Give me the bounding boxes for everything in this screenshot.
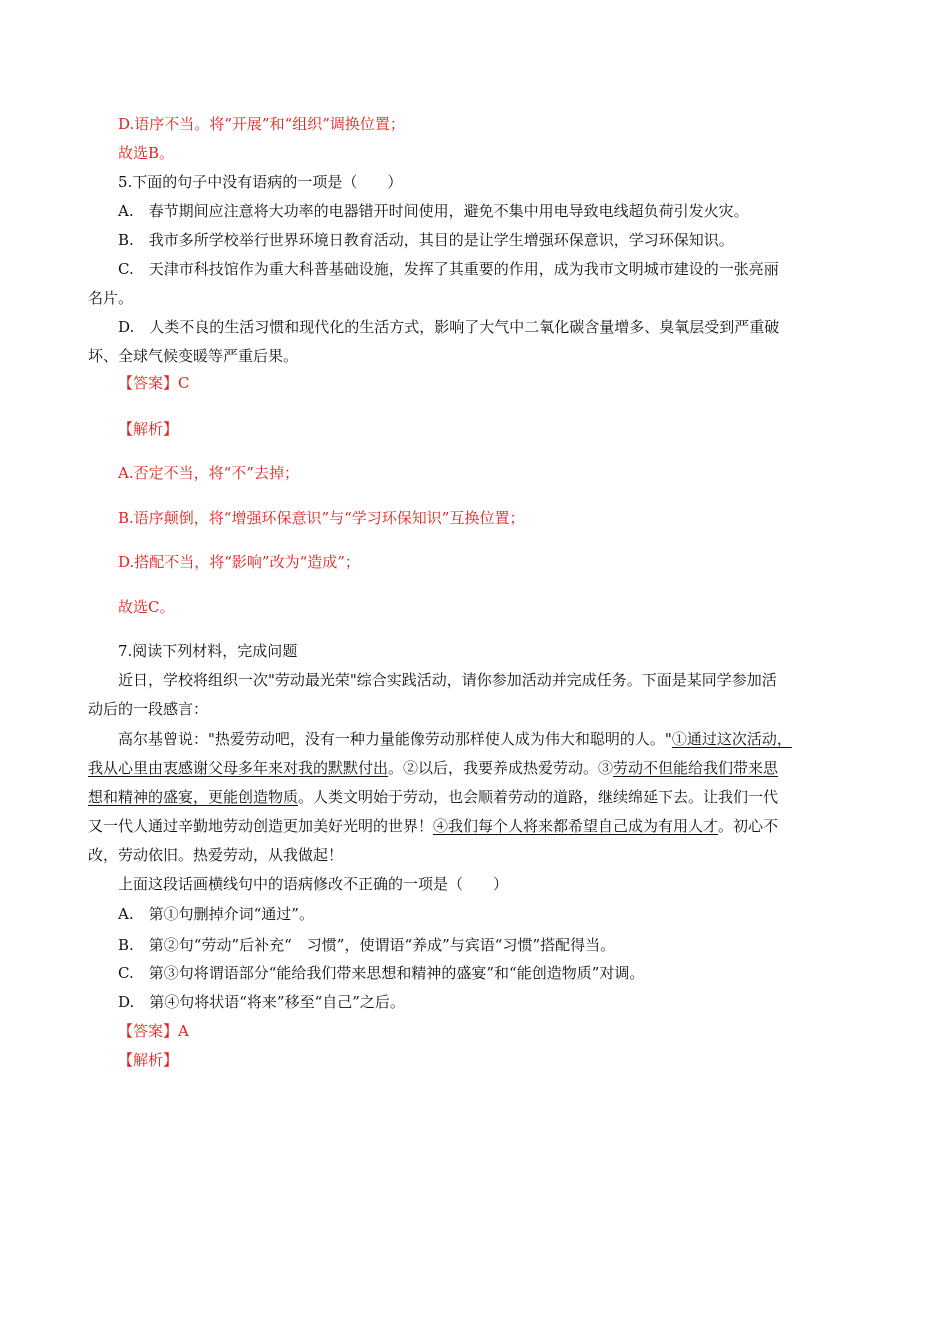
q7-passage-tail: 。初心不	[718, 817, 779, 835]
q7-passage-line2	[88, 757, 778, 779]
q4-conclusion: 故选B。	[118, 144, 175, 162]
q5-option-d-line2: 坏、全球气候变暖等严重后果。	[88, 347, 299, 365]
q5-analysis-a: A.否定不当，将“不”去掉；	[118, 464, 299, 482]
q7-option-d: D. 第④句将状语“将来”移至“自己”之后。	[118, 993, 405, 1011]
q5-conclusion: 故选C。	[118, 598, 175, 616]
q5-option-c-line1: C. 天津市科技馆作为重大科普基础设施，发挥了其重要的作用，成为我市文明城市建设的一张亮丽	[118, 260, 779, 278]
q7-sentence-2: 。②以后，我要养成热爱劳动。③	[388, 759, 614, 777]
q7-option-c: C. 第③句将谓语部分“能给我们带来思想和精神的盛宴”和“能创造物质”对调。	[118, 964, 645, 982]
q4-analysis-d: D.语序不当。将“开展”和“组织”调换位置；	[118, 115, 405, 133]
q5-analysis-d: D.搭配不当，将“影响”改为“造成”；	[118, 553, 360, 571]
q7-passage-line4	[88, 815, 778, 837]
q5-answer-label: 【答案】	[118, 374, 179, 392]
q7-underlined-sentence-1-end: 我从心里由衷感谢父母多年来对我的默默付出	[88, 759, 389, 777]
q7-answer-value: A	[178, 1022, 189, 1040]
q5-answer-value: C	[178, 374, 190, 392]
q7-underlined-sentence-1-start: ①通过这次活动，	[671, 730, 792, 748]
q7-answer	[118, 1020, 189, 1042]
q5-option-b: B. 我市多所学校举行世界环境日教育活动，其目的是让学生增强环保意识，学习环保知识。	[118, 231, 734, 249]
q7-passage-line1	[118, 728, 792, 750]
q7-underlined-sentence-3-start: 劳动不但能给我们带来思	[613, 759, 779, 777]
q7-passage-line3	[88, 786, 778, 808]
q5-analysis-b: B.语序颠倒，将“增强环保意识”与“学习环保知识”互换位置；	[118, 509, 525, 527]
q7-question: 上面这段话画横线句中的语病修改不正确的一项是（ ）	[118, 875, 509, 893]
q7-analysis-label: 【解析】	[118, 1051, 179, 1069]
q7-underlined-sentence-3-end: 想和精神的盛宴，更能创造物质	[88, 788, 299, 806]
q7-passage-text: 。人类文明始于劳动，也会顺着劳动的道路，继续绵延下去。让我们一代	[298, 788, 779, 806]
q7-passage-quote: 高尔基曾说："热爱劳动吧，没有一种力量能像劳动那样使人成为伟大和聪明的人。"	[118, 730, 672, 748]
q7-underlined-sentence-4: ④我们每个人将来都希望自己成为有用人才	[433, 817, 719, 835]
q5-stem: 5.下面的句子中没有语病的一项是（ ）	[118, 173, 403, 191]
q7-intro-line1: 近日，学校将组织一次"劳动最光荣"综合实践活动，请你参加活动并完成任务。下面是某同学参加活	[118, 671, 777, 689]
q7-stem: 7.阅读下列材料，完成问题	[118, 642, 298, 660]
q7-option-a: A. 第①句删掉介词“通过”。	[118, 905, 314, 923]
q5-option-a: A. 春节期间应注意将大功率的电器错开时间使用，避免不集中用电导致电线超负荷引发火灾。	[118, 202, 749, 220]
q7-passage-line5: 改，劳动依旧。热爱劳动，从我做起！	[88, 846, 344, 864]
q7-answer-label: 【答案】	[118, 1022, 179, 1040]
q5-answer	[118, 372, 190, 394]
q5-analysis-label: 【解析】	[118, 420, 179, 438]
q5-option-d-line1: D. 人类不良的生活习惯和现代化的生活方式，影响了大气中二氧化碳含量增多、臭氧层受到严重破	[118, 318, 780, 336]
q7-passage-text-2: 又一代人通过辛勤地劳动创造更加美好光明的世界！	[88, 817, 434, 835]
q5-option-c-line2: 名片。	[88, 289, 134, 307]
q7-intro-line2: 动后的一段感言：	[88, 700, 209, 718]
q7-option-b: B. 第②句“劳动”后补充“ 习惯”，使谓语“养成”与宾语“习惯”搭配得当。	[118, 936, 616, 954]
